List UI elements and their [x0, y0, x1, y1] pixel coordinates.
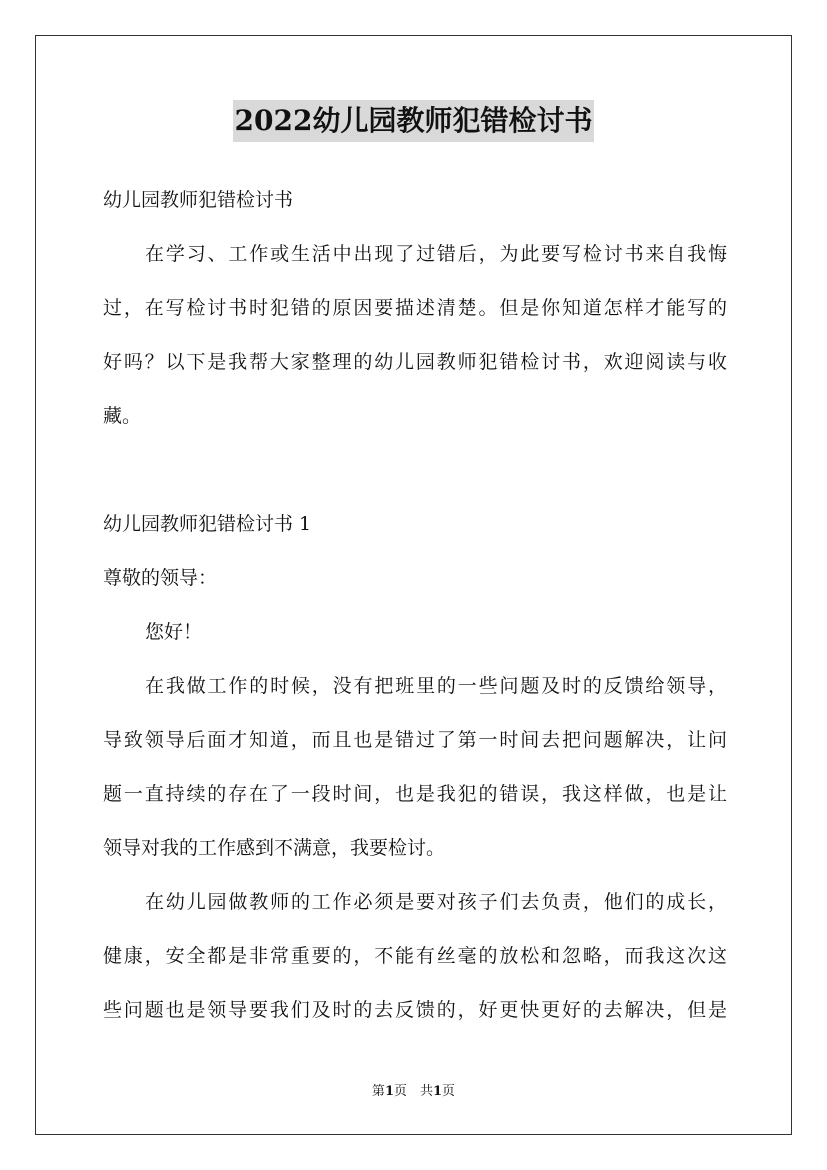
- footer-prefix: 第: [371, 1084, 385, 1099]
- intro-line-1: 在学习、工作或生活中出现了过错后，为此要写检讨书来自我悔: [145, 243, 727, 265]
- footer-total-pages: 1: [433, 1084, 443, 1099]
- para2-line-3: 些问题也是领导要我们及时的去反馈的，好更快更好的去解决，但是: [103, 999, 727, 1021]
- para1-line-2: 导致领导后面才知道，而且也是错过了第一时间去把问题解决，让问: [103, 729, 727, 751]
- paragraph-2: [103, 875, 727, 1037]
- page-footer: [0, 1083, 827, 1101]
- section-heading: 幼儿园教师犯错检讨书 1: [103, 513, 312, 535]
- footer-mid: 页 共: [393, 1084, 433, 1099]
- footer-suffix: 页: [442, 1084, 456, 1099]
- footer-page-number: 1: [384, 1084, 394, 1099]
- intro-line-3: 好吗？以下是我帮大家整理的幼儿园教师犯错检讨书，欢迎阅读与收: [103, 351, 727, 373]
- para2-line-2: 健康，安全都是非常重要的，不能有丝毫的放松和忽略，而我这次这: [103, 945, 727, 967]
- intro-line-4: 藏。: [103, 405, 142, 427]
- document-body: [103, 173, 727, 1037]
- greeting: 您好！: [145, 621, 203, 643]
- title-container: [0, 100, 827, 142]
- para1-line-4: 领导对我的工作感到不满意，我要检讨。: [103, 837, 446, 859]
- salutation: 尊敬的领导：: [103, 567, 218, 589]
- para1-line-3: 题一直持续的存在了一段时间，也是我犯的错误，我这样做，也是让: [103, 783, 727, 805]
- blank-line: [103, 443, 727, 497]
- para1-line-1: 在我做工作的时候，没有把班里的一些问题及时的反馈给领导，: [145, 675, 727, 697]
- para2-line-1: 在幼儿园做教师的工作必须是要对孩子们去负责，他们的成长，: [145, 891, 727, 913]
- document-title: 2022幼儿园教师犯错检讨书: [233, 100, 595, 142]
- intro-paragraph: [103, 227, 727, 443]
- document-subtitle: 幼儿园教师犯错检讨书: [103, 189, 294, 211]
- intro-line-2: 过，在写检讨书时犯错的原因要描述清楚。但是你知道怎样才能写的: [103, 297, 727, 319]
- paragraph-1: [103, 659, 727, 875]
